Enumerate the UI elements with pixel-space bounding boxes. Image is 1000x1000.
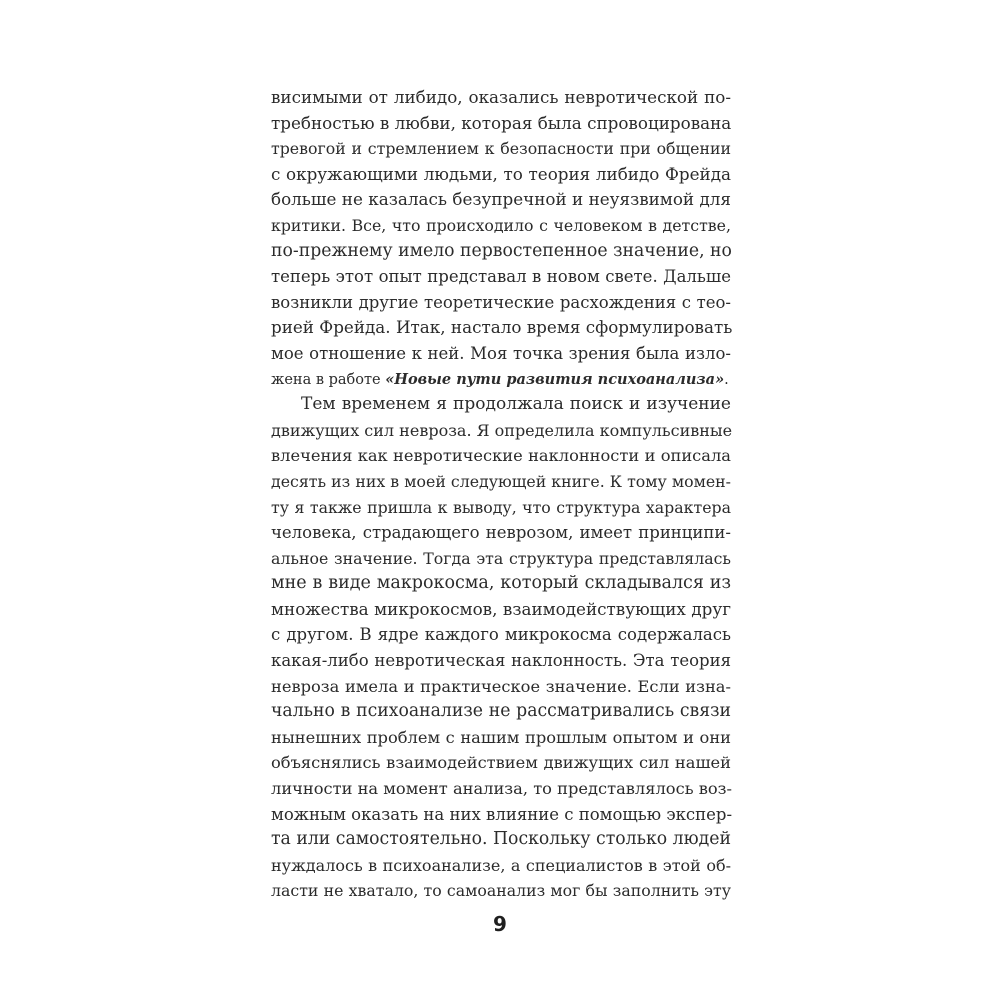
text-line: альное значение. Тогда эта структура представлялась: [271, 548, 731, 568]
text-line: мое отношение к ней. Моя точка зрения была изло-: [271, 343, 731, 363]
text-line: человека, страдающего неврозом, имеет принципи-: [271, 523, 731, 543]
text-line: та или самостоятельно. Поскольку столько людей: [271, 829, 731, 850]
text-line: невроза имела и практическое значение. Если изна-: [271, 676, 731, 696]
text-line: чально в психоанализе не рассматривались связи: [271, 701, 731, 722]
text-line: объяснялись взаимодействием движущих сил нашей: [271, 753, 731, 773]
text-line: возникли другие теоретические расхождения с тео-: [271, 292, 731, 312]
text-line: Тем временем я продолжала поиск и изучение: [301, 394, 731, 415]
paragraph-1: [271, 85, 731, 392]
text-line-final: [271, 367, 731, 393]
final-line-prefix: жена в работе: [271, 371, 386, 388]
page-number: 9: [493, 912, 507, 936]
text-line: больше не казалась безупречной и неуязвимой для: [271, 189, 731, 210]
final-line-suffix: .: [724, 371, 729, 388]
text-line: теперь этот опыт представал в новом свете. Дальше: [271, 267, 731, 287]
text-line: влечения как невротические наклонности и описала: [271, 446, 731, 466]
text-line: с другом. В ядре каждого микрокосма содержалась: [271, 625, 731, 645]
text-line: множества микрокосмов, взаимодействующих друг: [271, 598, 731, 619]
text-line: с окружающими людьми, то теория либидо Фрейда: [271, 163, 731, 184]
text-line: ту я также пришла к выводу, что структура характера: [271, 497, 731, 517]
paragraph-2: [271, 392, 731, 904]
text-line: личности на момент анализа, то представлялось воз-: [271, 779, 732, 799]
text-line: рией Фрейда. Итак, настало время сформулировать: [271, 317, 733, 338]
text-line: критики. Все, что происходило с человеком в детстве,: [271, 215, 731, 235]
text-line: десять из них в моей следующей книге. К тому момен-: [271, 471, 731, 491]
text-line: требностью в любви, которая была спровоцирована: [271, 112, 732, 133]
text-line: можным оказать на них влияние с помощью экспер-: [271, 804, 733, 824]
text-line: висимыми от либидо, оказались невротической по-: [271, 87, 731, 107]
text-line: мне в виде макрокосма, который складывался из: [271, 573, 731, 594]
text-line: нуждалось в психоанализе, а специалистов в этой об-: [271, 855, 731, 875]
text-line: движущих сил невроза. Я определила компульсивные: [271, 420, 733, 440]
text-line: ласти не хватало, то самоанализ мог бы заполнить эту: [271, 881, 731, 901]
text-line: тревогой и стремлением к безопасности при общении: [271, 139, 731, 159]
text-line: нынешних проблем с нашим прошлым опытом и они: [271, 727, 731, 747]
text-line: какая-либо невротическая наклонность. Эта теория: [271, 651, 731, 671]
book-title: «Новые пути развития психоанализа»: [385, 370, 725, 388]
body-text: [271, 85, 731, 904]
text-line: по-прежнему имело первостепенное значение, но: [271, 240, 732, 261]
